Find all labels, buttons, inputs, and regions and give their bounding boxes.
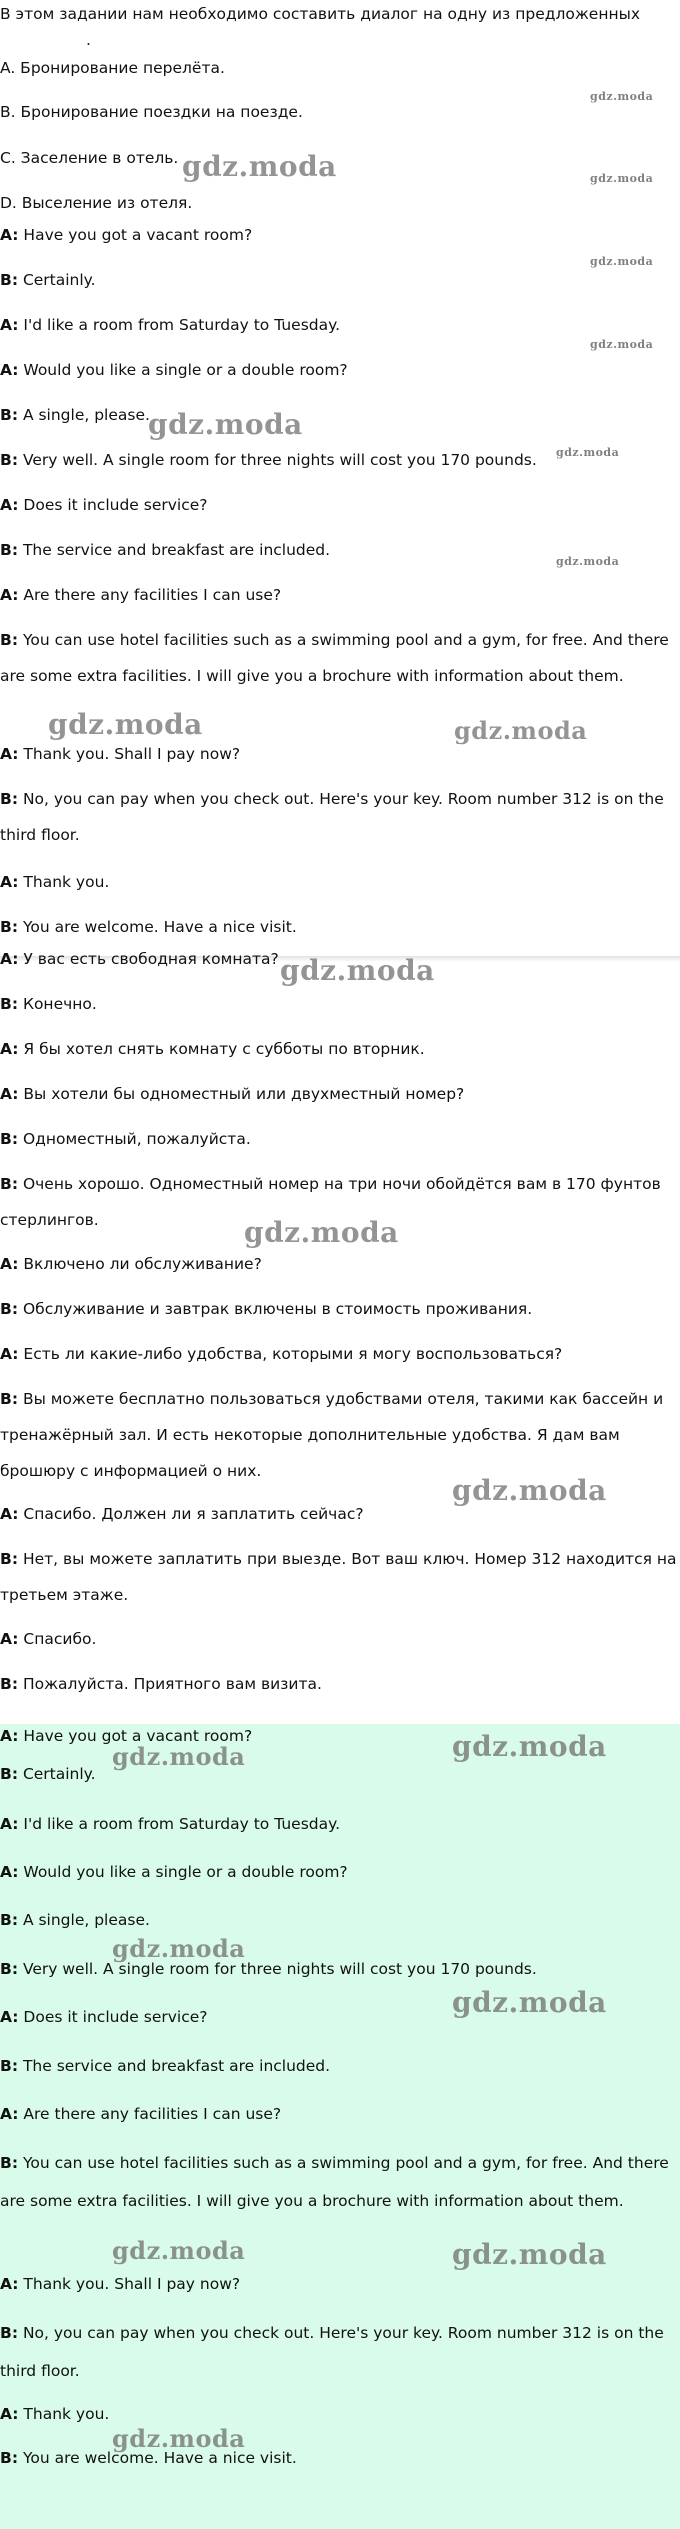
dialog-text: No, you can pay when you check out. Here's your key. Room number 312 is on the third floor. xyxy=(0,2324,664,2380)
dialog-line xyxy=(0,487,680,523)
watermark: gdz.moda xyxy=(590,338,654,351)
dialog-text: A single, please. xyxy=(18,406,150,424)
speaker-label: B: xyxy=(0,631,19,649)
dialog-text: I'd like a room from Saturday to Tuesday. xyxy=(18,1815,340,1833)
speaker-label: B: xyxy=(0,2449,19,2467)
intro-option: B. Бронирование поездки на поезде. xyxy=(0,103,303,121)
speaker-label: B: xyxy=(0,1130,19,1148)
dialog-line xyxy=(0,1666,680,1702)
speaker-label: B: xyxy=(0,541,19,559)
watermark: gdz.moda xyxy=(280,954,435,987)
dialog-line xyxy=(0,1336,680,1372)
dialog-line xyxy=(0,1031,680,1067)
dialog-text: Does it include service? xyxy=(18,496,208,514)
speaker-label: A: xyxy=(0,2405,19,2423)
dialog-line xyxy=(0,909,680,945)
dialog-line xyxy=(0,217,680,253)
speaker-label: A: xyxy=(0,2008,19,2026)
speaker-label: A: xyxy=(0,586,19,604)
dialog-text: Конечно. xyxy=(18,995,97,1013)
dialog-text: Включено ли обслуживание? xyxy=(18,1255,262,1273)
speaker-label: B: xyxy=(0,1765,19,1783)
dialog-text: Have you got a vacant room? xyxy=(18,1727,253,1745)
dialog-line xyxy=(0,307,680,343)
speaker-label: B: xyxy=(0,1911,19,1929)
speaker-label: B: xyxy=(0,2057,19,2075)
dialog-text: Обслуживание и завтрак включены в стоимость проживания. xyxy=(18,1300,533,1318)
dialog-line xyxy=(0,1806,680,1842)
speaker-label: A: xyxy=(0,1863,19,1881)
speaker-label: B: xyxy=(0,271,19,289)
watermark: gdz.moda xyxy=(112,1742,246,1771)
dialog-line xyxy=(0,1381,680,1489)
dialog-text: Спасибо. Должен ли я заплатить сейчас? xyxy=(18,1505,364,1523)
dialog-line xyxy=(0,352,680,388)
dialog-text: You are welcome. Have a nice visit. xyxy=(18,918,297,936)
dialog-text: Есть ли какие-либо удобства, которыми я могу воспользоваться? xyxy=(18,1345,563,1363)
dialog-text: Very well. A single room for three nights will cost you 170 pounds. xyxy=(18,1960,537,1978)
dialog-text: Certainly. xyxy=(18,1765,96,1783)
dialog-line xyxy=(0,1902,680,1938)
dialog-text: Я бы хотел снять комнату с субботы по вторник. xyxy=(18,1040,425,1058)
speaker-label: B: xyxy=(0,918,19,936)
speaker-label: A: xyxy=(0,1040,19,1058)
speaker-label: B: xyxy=(0,1960,19,1978)
speaker-label: A: xyxy=(0,1630,19,1648)
watermark: gdz.moda xyxy=(112,2236,246,2265)
intro-line: В этом задании нам необходимо составить диалог на одну из предложенных xyxy=(0,5,641,23)
speaker-label: B: xyxy=(0,995,19,1013)
watermark: gdz.moda xyxy=(182,150,337,183)
watermark: gdz.moda xyxy=(112,2424,246,2453)
speaker-label: A: xyxy=(0,1727,19,1745)
dialog-text: Certainly. xyxy=(18,271,96,289)
dialog-text: Have you got a vacant room? xyxy=(18,226,253,244)
dialog-text: Thank you. Shall I pay now? xyxy=(18,2275,241,2293)
dialog-line xyxy=(0,2096,680,2132)
speaker-label: B: xyxy=(0,1550,19,1568)
speaker-label: B: xyxy=(0,406,19,424)
dialog-line xyxy=(0,2048,680,2084)
dialog-line xyxy=(0,781,680,853)
english-dialog-section-repeat xyxy=(0,1724,680,2529)
dialog-text: У вас есть свободная комната? xyxy=(18,950,279,968)
speaker-label: B: xyxy=(0,790,19,808)
intro-option: D. Выселение из отеля. xyxy=(0,194,193,212)
dialog-text: Are there any facilities I can use? xyxy=(18,2105,282,2123)
dialog-line xyxy=(0,622,680,694)
watermark: gdz.moda xyxy=(556,446,620,459)
dialog-text: Спасибо. xyxy=(18,1630,97,1648)
dialog-line xyxy=(0,2314,680,2390)
dialog-line xyxy=(0,1951,680,1987)
watermark: gdz.moda xyxy=(454,716,588,745)
watermark: gdz.moda xyxy=(452,1730,607,1763)
dialog-text: Would you like a single or a double room? xyxy=(18,361,348,379)
speaker-label: B: xyxy=(0,1300,19,1318)
speaker-label: B: xyxy=(0,1175,19,1193)
dialog-text: I'd like a room from Saturday to Tuesday. xyxy=(18,316,340,334)
speaker-label: A: xyxy=(0,2275,19,2293)
watermark: gdz.moda xyxy=(452,2238,607,2271)
speaker-label: B: xyxy=(0,1675,19,1693)
speaker-label: B: xyxy=(0,1390,19,1408)
dialog-line xyxy=(0,2440,680,2476)
dialog-text: Are there any facilities I can use? xyxy=(18,586,282,604)
speaker-label: A: xyxy=(0,873,19,891)
watermark: gdz.moda xyxy=(112,1934,246,1963)
dialog-text: Thank you. Shall I pay now? xyxy=(18,745,241,763)
speaker-label: A: xyxy=(0,496,19,514)
english-dialog-section xyxy=(0,0,680,956)
dialog-text: The service and breakfast are included. xyxy=(18,2057,331,2075)
dialog-line xyxy=(0,2396,680,2432)
russian-dialog-section xyxy=(0,950,680,1724)
speaker-label: A: xyxy=(0,745,19,763)
watermark: gdz.moda xyxy=(590,90,654,103)
dialog-line xyxy=(0,864,680,900)
dialog-text: Вы хотели бы одноместный или двухместный номер? xyxy=(18,1085,465,1103)
speaker-label: A: xyxy=(0,950,19,968)
dialog-text: Одноместный, пожалуйста. xyxy=(18,1130,251,1148)
dialog-text: Would you like a single or a double room? xyxy=(18,1863,348,1881)
dialog-text: Очень хорошо. Одноместный номер на три ночи обойдётся вам в 170 фунтов стерлингов. xyxy=(0,1175,661,1229)
dialog-text: Does it include service? xyxy=(18,2008,208,2026)
watermark: gdz.moda xyxy=(48,708,203,741)
speaker-label: A: xyxy=(0,316,19,334)
dialog-text: Вы можете бесплатно пользоваться удобствами отеля, такими как бассейн и тренажёрный зал. И есть некоторые дополнительные удобства. Я дам вам брошюру с информацией о них. xyxy=(0,1390,664,1480)
speaker-label: A: xyxy=(0,226,19,244)
watermark: gdz.moda xyxy=(452,1986,607,2019)
dialog-line xyxy=(0,1854,680,1890)
dialog-text: Нет, вы можете заплатить при выезде. Вот ваш ключ. Номер 312 находится на третьем этаже. xyxy=(0,1550,677,1604)
speaker-label: B: xyxy=(0,2324,19,2342)
dialog-line xyxy=(0,577,680,613)
dialog-text: Very well. A single room for three nights will cost you 170 pounds. xyxy=(18,451,537,469)
watermark: gdz.moda xyxy=(452,1474,607,1507)
watermark: gdz.moda xyxy=(590,255,654,268)
speaker-label: A: xyxy=(0,2105,19,2123)
intro-line: . xyxy=(86,31,91,49)
dialog-line xyxy=(0,1621,680,1657)
speaker-label: A: xyxy=(0,1815,19,1833)
intro-option: A. Бронирование перелёта. xyxy=(0,59,225,77)
speaker-label: A: xyxy=(0,361,19,379)
dialog-line xyxy=(0,1541,680,1613)
speaker-label: A: xyxy=(0,1085,19,1103)
dialog-text: No, you can pay when you check out. Here's your key. Room number 312 is on the third floor. xyxy=(0,790,664,844)
speaker-label: A: xyxy=(0,1255,19,1273)
dialog-line xyxy=(0,986,680,1022)
intro-option: C. Заселение в отель. xyxy=(0,149,179,167)
dialog-line xyxy=(0,397,680,433)
watermark: gdz.moda xyxy=(244,1216,399,1249)
speaker-label: A: xyxy=(0,1505,19,1523)
dialog-line xyxy=(0,2144,680,2220)
speaker-label: A: xyxy=(0,1345,19,1363)
watermark: gdz.moda xyxy=(590,172,654,185)
dialog-line xyxy=(0,1291,680,1327)
dialog-text: The service and breakfast are included. xyxy=(18,541,331,559)
dialog-text: A single, please. xyxy=(18,1911,150,1929)
speaker-label: B: xyxy=(0,451,19,469)
dialog-text: You can use hotel facilities such as a swimming pool and a gym, for free. And there are some extra facilities. I will give you a brochure with information about them. xyxy=(0,631,669,685)
dialog-text: You are welcome. Have a nice visit. xyxy=(18,2449,297,2467)
speaker-label: B: xyxy=(0,2154,19,2172)
dialog-text: You can use hotel facilities such as a swimming pool and a gym, for free. And there are some extra facilities. I will give you a brochure with information about them. xyxy=(0,2154,669,2210)
dialog-text: Thank you. xyxy=(18,873,110,891)
dialog-text: Thank you. xyxy=(18,2405,110,2423)
dialog-text: Пожалуйста. Приятного вам визита. xyxy=(18,1675,322,1693)
watermark: gdz.moda xyxy=(148,408,303,441)
watermark: gdz.moda xyxy=(556,555,620,568)
dialog-line xyxy=(0,262,680,298)
dialog-line xyxy=(0,2266,680,2302)
dialog-line xyxy=(0,1121,680,1157)
dialog-line xyxy=(0,1076,680,1112)
dialog-line xyxy=(0,1246,680,1282)
